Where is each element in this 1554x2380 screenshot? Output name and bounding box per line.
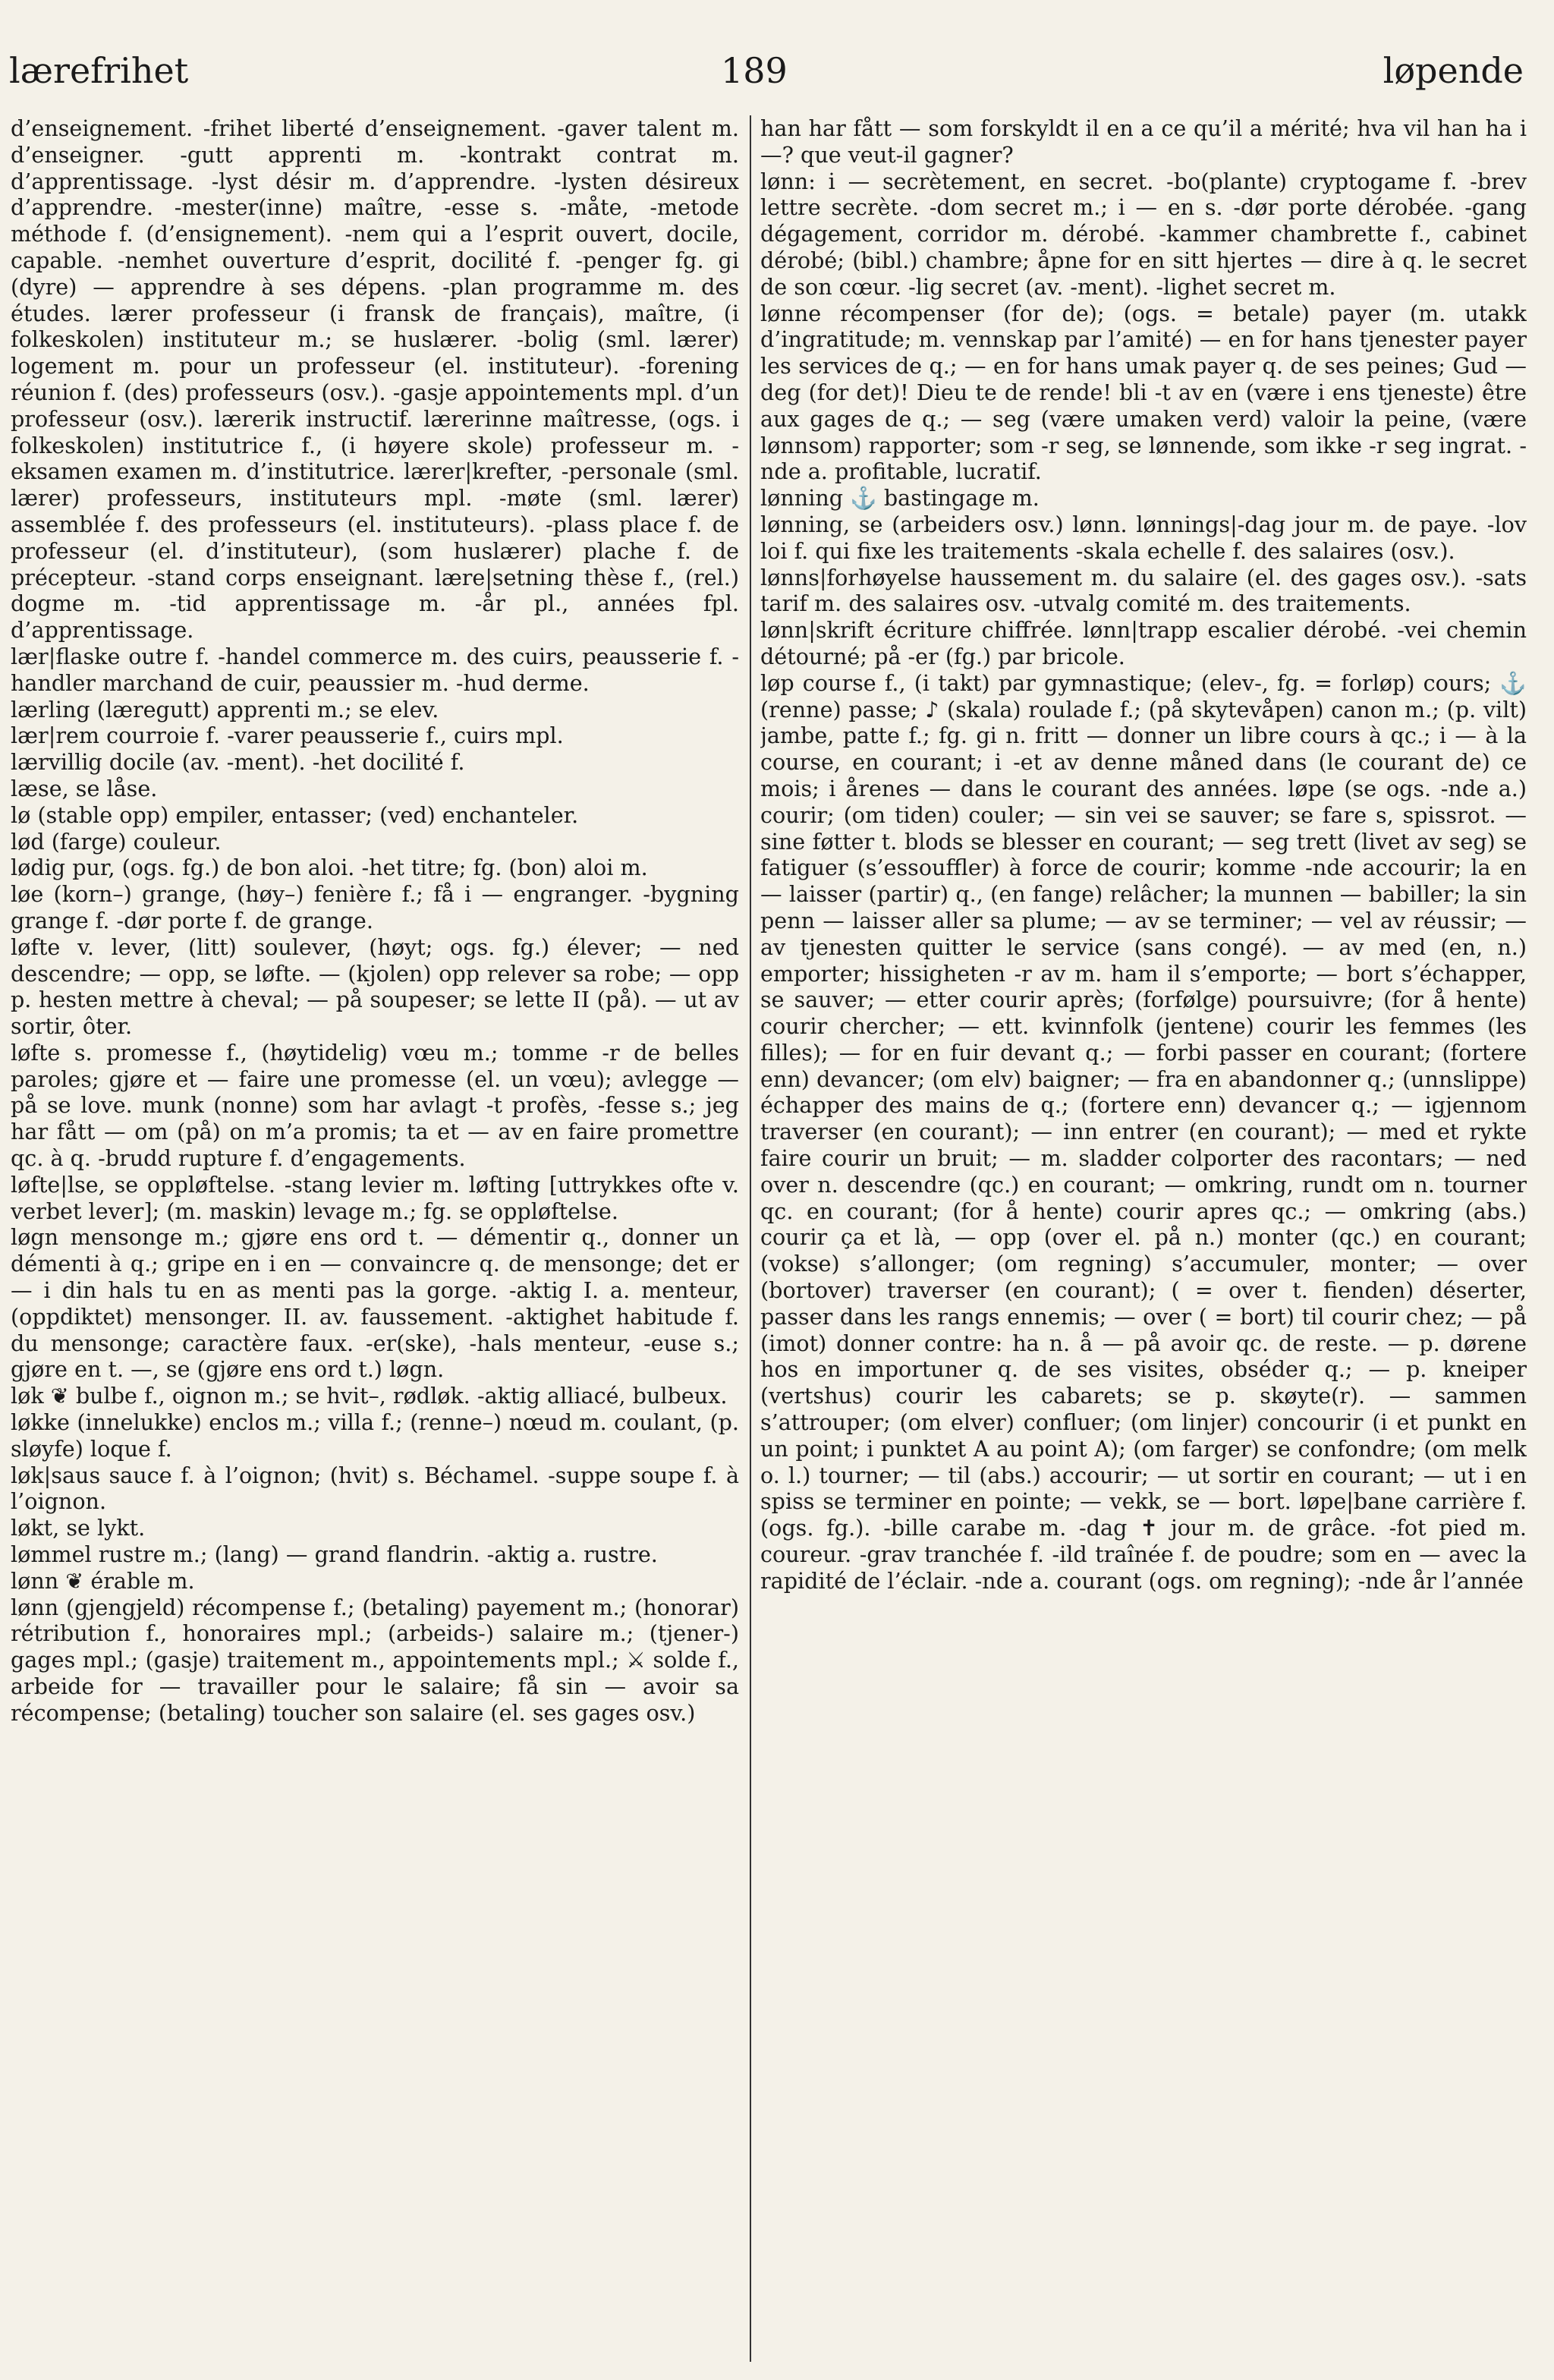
right-column <box>760 115 1527 2362</box>
dictionary-entry: løkke (innelukke) enclos m.; villa f.; (renne–) nœud m. coulant, (p. sløyfe) loque f. <box>11 1409 739 1462</box>
dictionary-entry: d’enseignement. -frihet liberté d’enseignement. -gaver talent m. d’enseigner. -gutt apprenti m. -kontrakt contrat m. d’apprentissage. -lyst désir m. d’apprendre. -lysten désireux d’apprendre. -mester(inne) maître, -esse s. -måte, -metode méthode f. (d’ensignement). -nem qui a l’esprit ouvert, docile, capable. -nemhet ouverture d’esprit, docilité f. -penger fg. gi (dyre) — apprendre à ses dépens. -plan programme m. des études. lærer professeur (i fransk de français), maître, (i folkeskolen) instituteur m.; se huslærer. -bolig (sml. lærer) logement m. pour un professeur (el. instituteur). -forening réunion f. (des) professeurs (osv.). -gasje appointements mpl. d’un professeur (osv.). lærerik instructif. lærerinne maîtresse, (ogs. i folkeskolen) institutrice f., (i høyere skole) professeur m. -eksamen examen m. d’institutrice. lærer|krefter, -personale (sml. lærer) professeurs, instituteurs mpl. -møte (sml. lærer) assemblée f. des professeurs (el. instituteurs). -plass place f. de professeur (el. d’instituteur), (som huslærer) plache f. de précepteur. -stand corps enseignant. lære|setning thèse f., (rel.) dogme m. -tid apprentissage m. -år pl., années fpl. d’apprentissage. <box>11 115 739 644</box>
dictionary-entry: løfte s. promesse f., (høytidelig) vœu m.; tomme -r de belles paroles; gjøre et — faire une promesse (el. un vœu); avlegge — på se love. munk (nonne) som har avlagt -t profès, -fesse s.; jeg har fått — om (på) on m’a promis; ta et — av en faire promettre qc. à q. -brudd rupture f. d’engagements. <box>11 1039 739 1172</box>
dictionary-entry: løk ❦ bulbe f., oignon m.; se hvit–, rødløk. -aktig alliacé, bulbeux. <box>11 1383 728 1409</box>
column-divider <box>750 115 751 2362</box>
dictionary-entry: lønn ❦ érable m. <box>11 1567 195 1594</box>
page-header <box>0 0 1554 114</box>
dictionary-entry: løkt, se lykt. <box>11 1515 146 1541</box>
page-number: 189 <box>721 50 788 91</box>
dictionary-entry: lø (stable opp) empiler, entasser; (ved) enchanteler. <box>11 801 579 828</box>
dictionary-entry: lærling (læregutt) apprenti m.; se elev. <box>11 696 439 722</box>
dictionary-entry: løfte|lse, se oppløftelse. -stang levier m. løfting [uttrykkes ofte v. verbet lever]; (m. maskin) levage m.; fg. se oppløftelse. <box>11 1171 739 1224</box>
left-running-headword: lærefrihet <box>9 50 189 91</box>
dictionary-entry: lær|flaske outre f. -handel commerce m. des cuirs, peausserie f. -handler marchand de cuir, peaussier m. -hud derme. <box>11 643 739 696</box>
dictionary-entry: lønning ⚓ bastingage m. <box>760 485 1040 512</box>
left-column <box>11 115 739 2362</box>
dictionary-entry: læse, se låse. <box>11 775 158 801</box>
dictionary-entry: løk|saus sauce f. à l’oignon; (hvit) s. Béchamel. -suppe soupe f. à l’oignon. <box>11 1462 739 1515</box>
dictionary-entry: lønning, se (arbeiders osv.) lønn. lønnings|-dag jour m. de paye. -lov loi f. qui fixe les traitements -skala echelle f. des salaires (osv.). <box>760 511 1527 564</box>
dictionary-entry: løe (korn–) grange, (høy–) fenière f.; få i — engranger. -bygning grange f. -dør porte f. de grange. <box>11 881 739 933</box>
dictionary-entry: lømmel rustre m.; (lang) — grand flandrin. -aktig a. rustre. <box>11 1541 658 1568</box>
dictionary-entry: lønn (gjengjeld) récompense f.; (betaling) payement m.; (honorar) rétribution f., honoraires mpl.; (arbeids-) salaire m.; (tjener-) gages mpl.; (gasje) traitement m., appointements mpl.; ⚔ solde f., arbeide for — travailler pour le salaire; få sin — avoir sa récompense; (betaling) toucher son salaire (el. ses gages osv.) <box>11 1594 739 1726</box>
dictionary-entry: løp course f., (i takt) par gymnastique; (elev-, fg. = forløp) cours; ⚓ (renne) passe; ♪ (skala) roulade f.; (på skytevåpen) canon m.; (p. vilt) jambe, patte f.; fg. gi n. fritt — donner un libre cours à qc.; i — à la course, en courant; i -et av denne måned dans (le courant de) ce mois; i årenes — dans le courant des années. løpe (se ogs. -nde a.) courir; (om tiden) couler; — sin vei se sauver; se fare s, spissrot. — sine føtter t. blods se blesser en courant; — seg trett (livet av seg) se fatiguer (s’essouffler) à force de courir; komme -nde accourir; la en — laisser (partir) q., (en fange) relâcher; la munnen — babiller; la sin penn — laisser aller sa plume; — av se terminer; — vel av réussir; — av tjenesten quitter le service (sans congé). — av med (en, n.) emporter; hissigheten -r av m. ham il s’emporte; — bort s’échapper, se sauver; — etter courir après; (forfølge) poursuivre; (for å hente) courir chercher; — ett. kvinnfolk (jentene) courir les femmes (les filles); — for en fuir devant q.; — forbi passer en courant; (fortere enn) devancer; (om elv) baigner; — fra en abandonner q.; (unnslippe) échapper des mains de q.; (fortere enn) devancer q.; — igjennom traverser (en courant); — inn entrer (en courant); — med et rykte faire courir un bruit; — m. sladder colporter des racontars; — ned over n. descendre (qc.) en courant; — omkring, rundt om n. tourner qc. en courant; (for å hente) courir apres qc.; — omkring (abs.) courir ça et là, — opp (over el. på n.) monter (qc.) en courant; (vokse) s’allonger; (om regning) s’accumuler, monter; — over (bortover) traverser (en courant); ( = over t. fienden) déserter, passer dans les rangs ennemis; — over ( = bort) til courir chez; — på (imot) donner contre: ha n. å — på avoir qc. de reste. — p. dørene hos en importuner q. de ses visites, obséder q.; — p. kneiper (vertshus) courir les cabarets; se p. skøyte(r). — sammen s’attrouper; (om elver) confluer; (om linjer) concourir (i et punkt en un point; i punktet A au point A); (om farger) se confondre; (om melk o. l.) tourner; — til (abs.) accourir; — ut sortir en courant; — ut i en spiss se terminer en pointe; — vekk, se — bort. løpe|bane carrière f. (ogs. fg.). -bille carabe m. -dag ✝ jour m. de grâce. -fot pied m. coureur. -grav tranchée f. -ild traînée f. de poudre; som en — avec la rapidité de l’éclair. -nde a. courant (ogs. om regning); -nde år l’année <box>760 669 1527 1594</box>
right-running-headword: løpende <box>1383 50 1524 91</box>
dictionary-entry: lær|rem courroie f. -varer peausserie f., cuirs mpl. <box>11 722 564 749</box>
dictionary-entry: løfte v. lever, (litt) soulever, (høyt; ogs. fg.) élever; — ned descendre; — opp, se løfte. — (kjolen) opp relever sa robe; — opp p. hesten mettre à cheval; — på soupeser; se lette II (på). — ut av sortir, ôter. <box>11 933 739 1040</box>
dictionary-entry: løgn mensonge m.; gjøre ens ord t. — démentir q., donner un démenti à q.; gripe en i en — convaincre q. de mensonge; det er — i din hals tu en as menti pas la gorge. -aktig I. a. menteur, (oppdiktet) mensonger. II. av. faussement. -aktighet habitude f. du mensonge; caractère faux. -er(ske), -hals menteur, -euse s.; gjøre en t. —, se (gjøre ens ord t.) løgn. <box>11 1224 739 1383</box>
dictionary-entry: lød (farge) couleur. <box>11 828 222 855</box>
dictionary-entry: han har fått — som forskyldt il en a ce qu’il a mérité; hva vil han ha i —? que veut-il gagner? <box>760 115 1527 168</box>
dictionary-entry: lønne récompenser (for de); (ogs. = betale) payer (m. utakk d’ingratitude; m. vennskap par l’amité) — en for hans tjenester payer les services de q.; — en for hans umak payer q. de ses peines; Gud — deg (for det)! Dieu te de rende! bli -t av en (være i ens tjeneste) être aux gages de q.; — seg (være umaken verd) valoir la peine, (være lønnsom) rapporter; som -r seg, se lønnende, som ikke -r seg ingrat. -nde a. profitable, lucratif. <box>760 300 1527 485</box>
dictionary-entry: lønns|forhøyelse haussement m. du salaire (el. des gages osv.). -sats tarif m. des salaires osv. -utvalg comité m. des traitements. <box>760 564 1527 617</box>
dictionary-entry: lønn|skrift écriture chiffrée. lønn|trapp escalier dérobé. -vei chemin détourné; på -er (fg.) par bricole. <box>760 617 1527 669</box>
dictionary-entry: lønn: i — secrètement, en secret. -bo(plante) cryptogame f. -brev lettre secrète. -dom secret m.; i — en s. -dør porte dérobée. -gang dégagement, corridor m. dérobé. -kammer chambrette f., cabinet dérobé; (bibl.) chambre; åpne for en sitt hjertes — dire à q. le secret de son cœur. -lig secret (av. -ment). -lighet secret m. <box>760 168 1527 300</box>
dictionary-entry: lærvillig docile (av. -ment). -het docilité f. <box>11 749 465 776</box>
dictionary-entry: lødig pur, (ogs. fg.) de bon aloi. -het titre; fg. (bon) aloi m. <box>11 855 648 881</box>
